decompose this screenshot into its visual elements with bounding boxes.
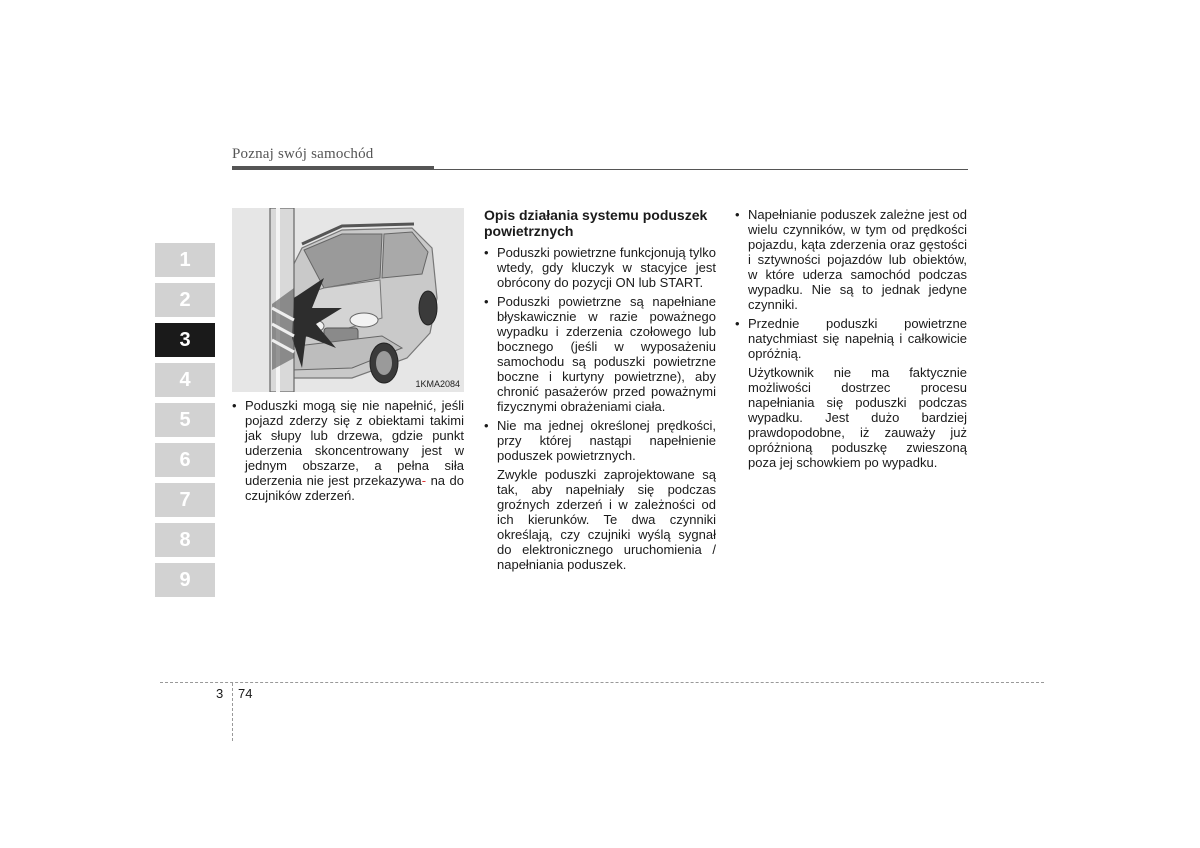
- column-1: [232, 398, 464, 507]
- page-chapter-number: 3: [216, 686, 224, 701]
- chapter-tab-7[interactable]: 7: [155, 483, 215, 517]
- column-2: [484, 207, 716, 576]
- list-item: • Napełnianie poduszek zależne jest od wielu czynników, w tym od prędkości pojazdu, kąta zderzenia oraz gęstości i sztywności pojazdów lub obiektów, w które uderza samochód podczas wypadku. Nie są to jednak jedyne czynniki.: [735, 207, 967, 312]
- list-item: • Poduszki powietrzne funkcjonują tylko wtedy, gdy kluczyk w stacyjce jest obrócony do pozycji ON lub START.: [484, 245, 716, 290]
- chapter-tab-4[interactable]: 4: [155, 363, 215, 397]
- hyphen: -: [421, 473, 427, 488]
- list-item: • Poduszki powietrzne są napełniane błyskawicznie w razie poważnego wypadku i zderzenia czołowego lub bocznego (jeśli w wyposażeniu samochodu są poduszki powietrzne boczne i kurtyny powietrzne), aby chronić pasażerów przed poważnymi fizycznymi obrażeniami ciała.: [484, 294, 716, 414]
- figure-code: 1KMA2084: [415, 379, 460, 389]
- column-3: [735, 207, 967, 474]
- footer-vertical-divider: [232, 683, 233, 741]
- chapter-tab-8[interactable]: 8: [155, 523, 215, 557]
- list-item: • Przednie poduszki powietrzne natychmiast się napełnią i całkowicie opróżnią.: [735, 316, 967, 361]
- car-pole-drawing: [232, 208, 464, 392]
- page-number: 74: [238, 686, 253, 701]
- header-rule: [232, 169, 968, 170]
- paragraph: Użytkownik nie ma faktycznie możliwości dostrzec procesu napełniania się poduszki podczas wypadku. Jest dużo bardziej prawdopodobne, iż zauważy już opróżnioną poduszkę zwieszoną poza jej schowkiem po wypadku.: [748, 365, 967, 470]
- list-item: [232, 398, 464, 503]
- chapter-tab-3-active[interactable]: 3: [155, 323, 215, 357]
- page-header-title: Poznaj swój samochód: [232, 146, 374, 162]
- chapter-tab-5[interactable]: 5: [155, 403, 215, 437]
- chapter-tab-6[interactable]: 6: [155, 443, 215, 477]
- footer-divider: [160, 682, 1044, 683]
- chapter-tab-1[interactable]: 1: [155, 243, 215, 277]
- chapter-tab-9[interactable]: 9: [155, 563, 215, 597]
- car-pole-collision-illustration: [232, 208, 464, 392]
- section-heading: Opis działania systemu poduszek powietrznych: [484, 207, 708, 239]
- chapter-tabs: [155, 243, 215, 603]
- list-item: • Nie ma jednej określonej prędkości, przy której nastąpi napełnienie poduszek powietrznych.: [484, 418, 716, 463]
- paragraph: Zwykle poduszki zaprojektowane są tak, aby napełniały się podczas groźnych zderzeń i w zależności od ich kierunków. Te dwa czynniki określają, czy czujniki wyślą sygnał do elektronicznego uruchomienia / napełniania poduszek.: [497, 467, 716, 572]
- bullet-text-continued: na do czujników zderzeń.: [245, 473, 464, 503]
- bullet-text: Poduszki mogą się nie napełnić, jeśli pojazd zderzy się z obiektami takimi jak słupy lub drzewa, gdzie punkt uderzenia skoncentrowany jest w jednym obszarze, a pełna siła uderzenia nie jest przekazywa: [245, 398, 464, 488]
- chapter-tab-2[interactable]: 2: [155, 283, 215, 317]
